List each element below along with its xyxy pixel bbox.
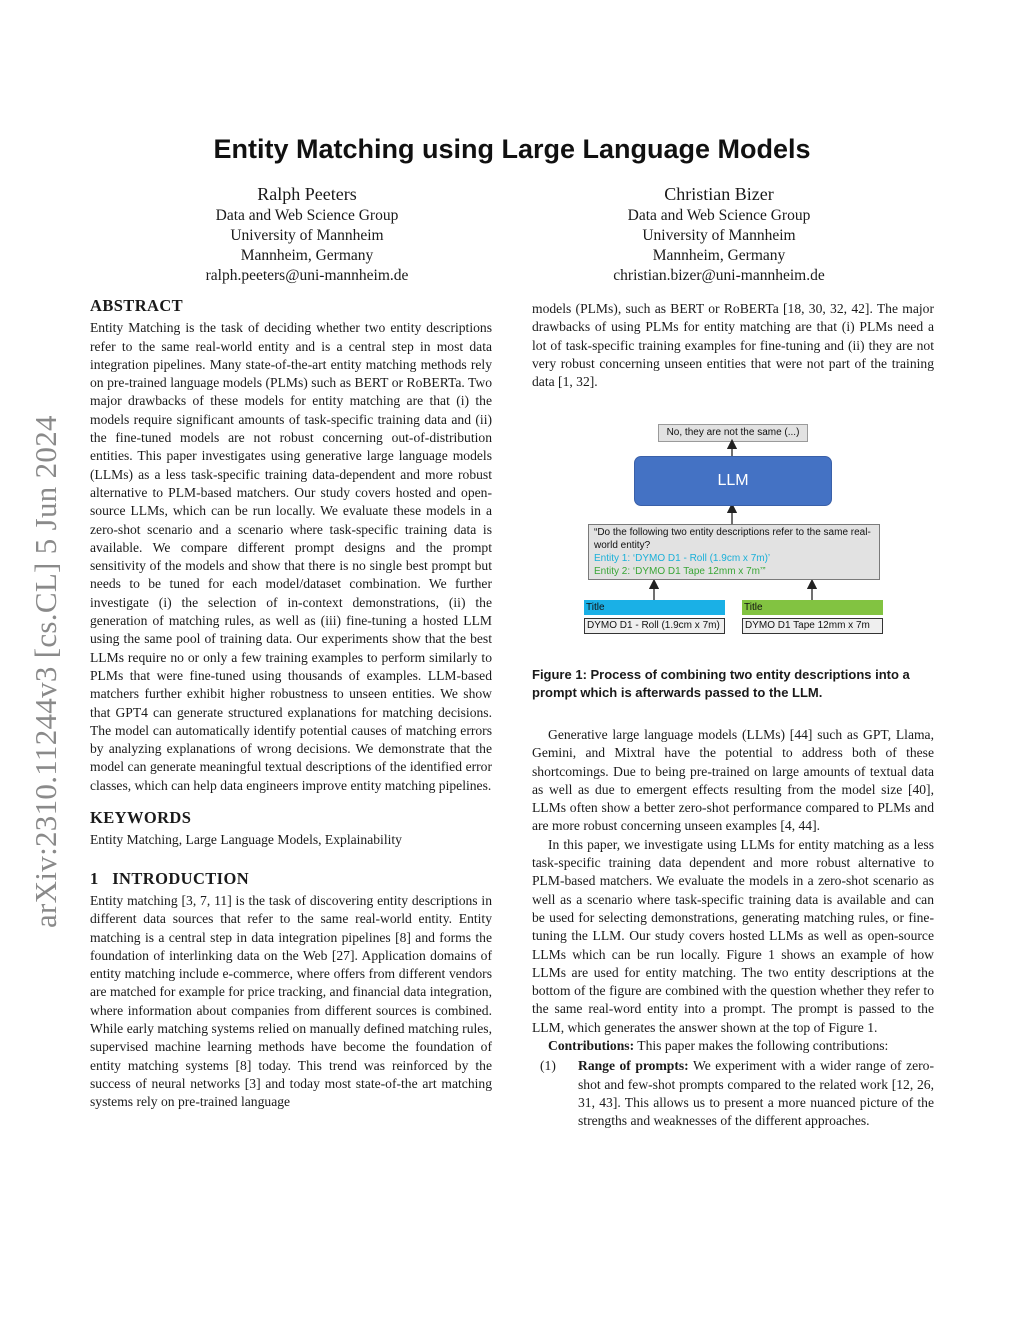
contributions-label: Contributions: (548, 1038, 635, 1054)
prompt-question: “Do the following two entity descriptions refer to the same real-world entity? (594, 527, 871, 551)
author-email: christian.bizer@uni-mannheim.de (613, 267, 825, 284)
prompt-entity-2: Entity 2: ‘DYMO D1 Tape 12mm x 7m’” (594, 566, 766, 577)
keywords-text: Entity Matching, Large Language Models, Explainability (90, 832, 402, 848)
abstract-heading: ABSTRACT (90, 296, 184, 315)
keywords-heading: KEYWORDS (90, 808, 192, 828)
abstract-text: Entity Matching is the task of deciding whether two entity descriptions refer to the same real-world entity and is a central step in most data integration pipelines. Many state-of-the-art entity matching methods rely on pre-trained language models (PLMs) such as BERT or RoBERTa. Two major drawbacks of these models for entity matching are that (i) the models require significant amounts of task-specific training data and (ii) the fine-tuned models are not robust concerning out-of-distribution entities. This paper investigates using generative large language models (LLMs) as a less task-specific training data-dependent and more robust alternative to PLM-based matchers. Our study covers hosted and open-source LLMs, which can be run locally. We evaluate these models in a zero-shot scenario and a scenario where task-specific training data is available. We compare different prompt designs and the prompt sensitivity of the models and show that there is no single best prompt but needs to be tuned for each model/dataset combination. We further investigate (i) the selection of in-context demonstrations, (ii) the generation of matching rules, as well as (iii) fine-tuning a hosted LLM using the same pool of training data. Our experiments show that the best LLMs require no or only a few training examples to perform similarly to PLMs that were fine-tuned using thousands of examples. LLM-based matchers further exhibit higher robustness to unseen entities. We show that GPT4 can generate structured explanations for matching decisions. The model can automatically identify potential causes of matching errors by analyzing explanations of wrong decisions. We demonstrate that the model can generate meaningful textual descriptions of the identified error classes, which can help data engineers improve entity matching pipelines. (90, 320, 492, 793)
author-group: Data and Web Science Group (627, 207, 811, 224)
right-column-bottom (532, 726, 934, 1131)
intro-paragraph: Entity matching [3, 7, 11] is the task of discovering entity descriptions in different data sources that refer to the same real-world entity. Entity matching is a central step in data integration pipelines [8] and forms the foundation of interlinking data on the Web [27]. Application domains of entity matching include e-commerce, where offers from different vendors are matched for example for price tracking, and financial data integration, where information about companies from different sources is combined. While early matching systems relied on manually defined matching rules, supervised machine learning methods have become the foundation of entity matching systems [8] today. This trend was reinforced by the success of neural networks [3] and today most state-of-the art matching systems rely on pre-trained language (90, 892, 492, 1110)
contribution-item (532, 1057, 934, 1130)
entity-2-value: DYMO D1 Tape 12mm x 7m (742, 618, 883, 634)
entity-2-header: Title (742, 600, 883, 615)
contribution-label: Range of prompts: (578, 1058, 689, 1074)
author-block (569, 182, 869, 286)
author-location: Mannheim, Germany (240, 247, 374, 264)
author-university: University of Mannheim (230, 227, 384, 244)
author-email: ralph.peeters@uni-mannheim.de (205, 267, 409, 284)
contribution-body (568, 1057, 934, 1130)
contributions-intro (532, 1037, 934, 1055)
intro-paragraph: In this paper, we investigate using LLMs for entity matching as a less task-specific training data dependent and more robust alternative to PLM-based matchers. We evaluate the models in a zero-shot scenario as well as a scenario where task-specific training data is available and can be used for selecting demonstrations, generating matching rules, or fine-tuning the LLM. Our study covers hosted LLMs as well as open-source LLMs which can be run locally. Figure 1 shows an example of how LLMs are used for entity matching. The two entity descriptions at the bottom of the figure are combined with the question whether they refer to the same real-word entity into a prompt. The prompt is passed to the LLM, which generates the answer shown at the top of Figure 1. (532, 836, 934, 1035)
contribution-text: We experiment with a wider range of zero-shot and few-shot prompts compared to the related work [12, 26, 31, 43]. This allows us to present a more nuanced picture of the strengths and weaknesses of the different approaches. (578, 1058, 934, 1129)
prompt-box (588, 524, 880, 580)
entity-1-header: Title (584, 600, 725, 615)
entity-1-value: DYMO D1 - Roll (1.9cm x 7m) (584, 618, 725, 634)
intro-paragraph: Generative large language models (LLMs) [44] such as GPT, Llama, Gemini, and Mixtral have the potential to address both of these shortcomings. Due to being pre-trained on large amounts of textual data as well as due to emergent effects resulting from the model size [40], LLMs often show a better zero-shot performance compared to PLMs and are more robust concerning unseen examples [4, 44]. (532, 727, 934, 834)
llm-answer-box: No, they are not the same (...) (658, 424, 808, 442)
right-column-top (532, 300, 934, 391)
llm-box: LLM (634, 456, 832, 506)
figure-1 (584, 424, 884, 639)
author-name: Ralph Peeters (257, 184, 357, 204)
intro-paragraph-continued: models (PLMs), such as BERT or RoBERTa [18, 30, 32, 42]. The major drawbacks of using PLMs for entity matching are that (i) PLMs need a lot of task-specific training examples for fine-tuning and (ii) they are not very robust concerning unseen entities that were not part of the training data [1, 32]. (532, 301, 934, 390)
author-university: University of Mannheim (642, 227, 796, 244)
paper-title: Entity Matching using Large Language Models (213, 134, 811, 164)
author-block (157, 182, 457, 286)
introduction-heading: 1 INTRODUCTION (90, 868, 250, 888)
figure-caption: Figure 1: Process of combining two entity descriptions into a prompt which is afterwards passed to the LLM. (532, 667, 910, 700)
author-name: Christian Bizer (664, 184, 774, 204)
author-group: Data and Web Science Group (215, 207, 399, 224)
arxiv-stamp: arXiv:2310.11244v3 [cs.CL] 5 Jun 2024 (28, 415, 63, 928)
contributions-text: This paper makes the following contributions: (634, 1038, 889, 1054)
contribution-number: (1) (540, 1058, 556, 1074)
prompt-entity-1: Entity 1: ‘DYMO D1 - Roll (1.9cm x 7m)’ (594, 553, 771, 564)
left-column (90, 297, 492, 1111)
author-location: Mannheim, Germany (652, 247, 786, 264)
